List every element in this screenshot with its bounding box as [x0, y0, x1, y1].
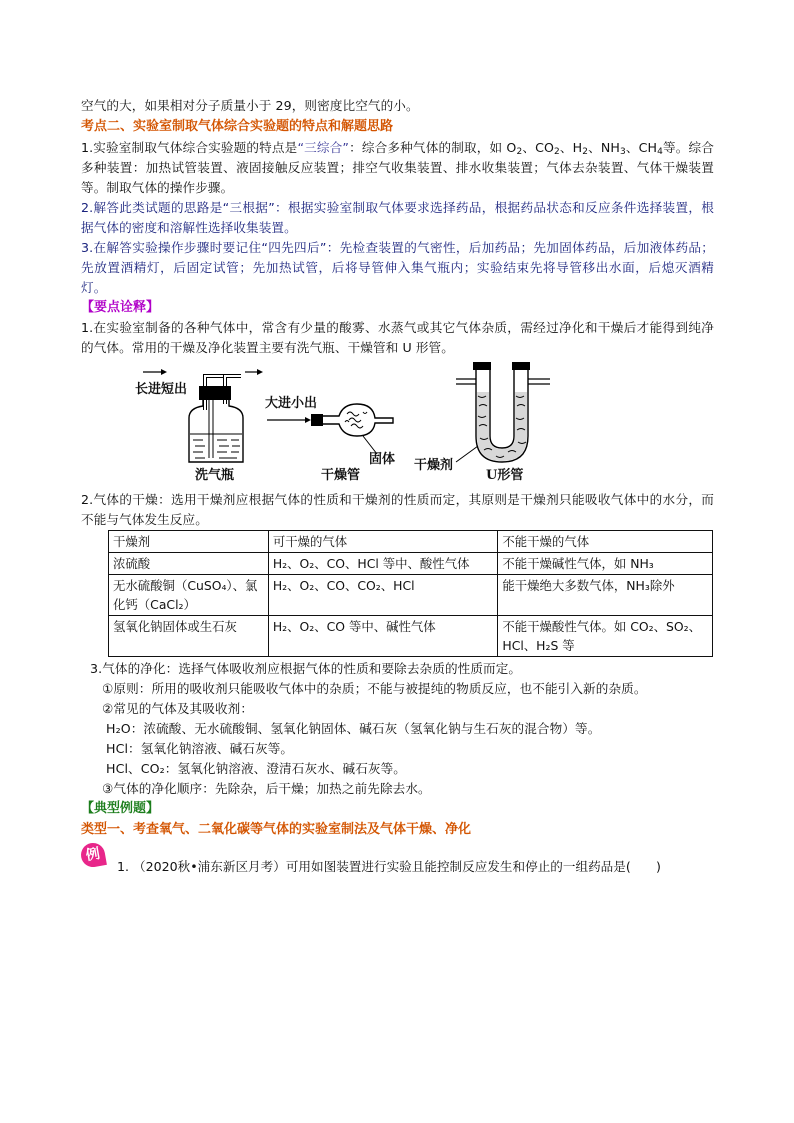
table-cell: H₂、O₂、CO 等中、碱性气体 [268, 616, 498, 657]
section-heading-2: 考点二、实验室制取气体综合实验题的特点和解题思路 [81, 119, 394, 134]
item1-text: 、CH [625, 140, 658, 155]
item1-text: 等。综合多种装置：加热试管装置、液固接触反应装置；排空气收集装置、排水收集装置；气体去杂装置、气体干燥装置等。制取气体的操作步骤。 [81, 140, 714, 195]
table-row [109, 616, 713, 657]
subscript: 2 [582, 147, 589, 157]
desiccant-table [108, 530, 713, 657]
u-tube-figure [416, 362, 566, 484]
purification-order: ③气体的净化顺序：先除杂，后干燥；加热之前先除去水。 [102, 781, 431, 796]
table-cell: H₂、O₂、CO、HCl 等中、酸性气体 [268, 553, 498, 575]
table-cell: 浓硫酸 [109, 553, 269, 575]
subscript: 4 [657, 147, 663, 157]
table-cell: 氢氧化钠固体或生石灰 [109, 616, 269, 657]
table-row [109, 553, 713, 575]
question-1-text: 1. （2020秋•浦东新区月考）可用如图装置进行实验且能控制反应发生和停止的一组药品是( ) [117, 859, 661, 874]
table-cell: 能干燥绝大多数气体，NH₃除外 [498, 575, 713, 616]
item1-text: 、H [559, 140, 583, 155]
purification-principle: ①原则：所用的吸收剂只能吸收气体中的杂质；不能与被提纯的物质反应，也不能引入新的杂质。 [102, 681, 647, 696]
drying-tube-caption: 干燥管 [321, 468, 361, 483]
subscript: 2 [516, 147, 523, 157]
item1-prefix: 1.实验室制取气体综合实验题的特点是 [81, 140, 298, 155]
example-badge-icon: 例 [79, 841, 107, 869]
example-question-1 [81, 843, 714, 883]
subscript: 3 [619, 147, 626, 157]
item1-text: 、CO [522, 140, 554, 155]
key-points-item3: 3.气体的净化：选择气体吸收剂应根据气体的性质和要除去杂质的性质而定。 [90, 661, 522, 676]
table-cell: 无水硫酸铜（CuSO₄）、氯化钙（CaCl₂） [109, 575, 269, 616]
example-type1-heading: 类型一、考查氧气、二氧化碳等气体的实验室制法及气体干燥、净化 [81, 822, 472, 837]
absorbent-h2o: H₂O：浓硫酸、无水硫酸铜、氢氧化钠固体、碱石灰（氢氧化钠与生石灰的混合物）等。 [106, 721, 601, 736]
table-cell: 不能干燥碱性气体，如 NH₃ [498, 553, 713, 575]
table-header-row [109, 531, 713, 553]
item1-highlight: “三综合” [297, 140, 350, 155]
wash-bottle-caption: 洗气瓶 [195, 468, 235, 483]
absorbent-hcl: HCl：氢氧化钠溶液、碱石灰等。 [106, 741, 294, 756]
item1-text: 、NH [588, 140, 620, 155]
drying-tube-hint: 大进小出 [265, 396, 318, 411]
table-header: 可干燥的气体 [268, 531, 498, 553]
absorbent-hcl-co2: HCl、CO₂：氢氧化钠溶液、澄清石灰水、碱石灰等。 [106, 761, 406, 776]
u-tube-caption: U形管 [486, 468, 524, 483]
table-header: 干燥剂 [109, 531, 269, 553]
key-points-item2: 2.气体的干燥：选用干燥剂应根据气体的性质和干燥剂的性质而定，其原则是干燥剂只能吸收气体中的水分，而不能与气体发生反应。 [81, 492, 714, 527]
table-row [109, 575, 713, 616]
intro-line: 空气的大，如果相对分子质量小于 29，则密度比空气的小。 [81, 98, 419, 113]
key-points-heading: 【要点诠释】 [81, 300, 160, 315]
apparatus-figures [81, 362, 714, 484]
section2-item3: 3.在解答实验操作步骤时要记住“四先四后”：先检查装置的气密性，后加药品；先加固体药品，后加液体药品；先放置酒精灯，后固定试管；先加热试管，后将导管伸入集气瓶内；实验结束先将导管移出水面，后熄灭酒精灯。 [81, 240, 714, 295]
wash-bottle-hint: 长进短出 [135, 382, 188, 397]
wash-bottle-figure [133, 362, 263, 484]
table-cell: 不能干燥酸性气体。如 CO₂、SO₂、HCl、H₂S 等 [498, 616, 713, 657]
drying-tube-solid-label: 固体 [369, 452, 396, 467]
section2-item2: 2.解答此类试题的思路是“三根据”：根据实验室制取气体要求选择药品，根据药品状态和反应条件选择装置，根据气体的密度和溶解性选择收集装置。 [81, 200, 714, 235]
document-page [81, 96, 714, 883]
common-absorbents-label: ②常见的气体及其吸收剂： [102, 701, 254, 716]
key-points-item1: 1.在实验室制备的各种气体中，常含有少量的酸雾、水蒸气或其它气体杂质，需经过净化和干燥后才能得到纯净的气体。常用的干燥及净化装置主要有洗气瓶、干燥管和 U 形管。 [81, 320, 714, 355]
section2-item1 [81, 138, 714, 198]
table-cell: H₂、O₂、CO、CO₂、HCl [268, 575, 498, 616]
drying-tube-figure [265, 362, 415, 484]
table-header: 不能干燥的气体 [498, 531, 713, 553]
u-tube-desiccant-label: 干燥剂 [414, 458, 454, 473]
examples-heading: 【典型例题】 [81, 801, 160, 816]
subscript: 2 [554, 147, 560, 157]
item1-text: ：综合多种气体的制取，如 O [349, 140, 517, 155]
